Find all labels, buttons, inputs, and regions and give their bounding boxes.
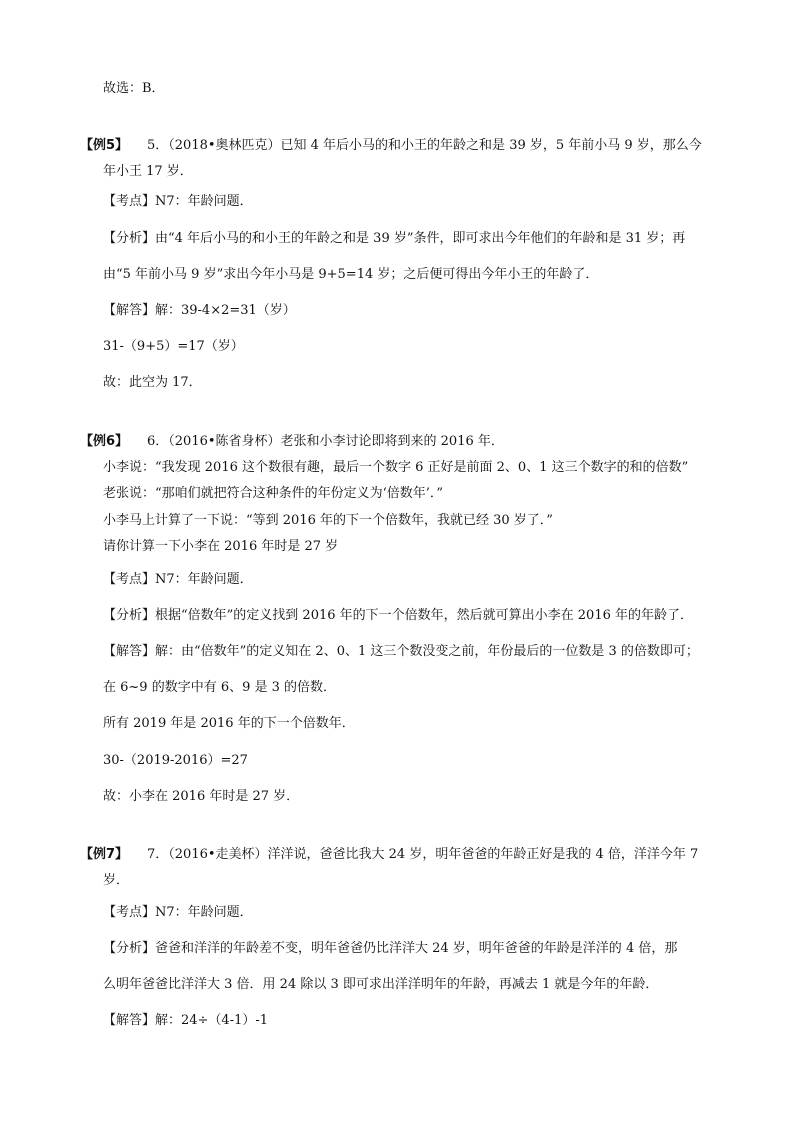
example-5-tag: 【例5】 xyxy=(80,138,129,153)
example-6-question-line-5: 请你计算一下小李在 2016 年时是 27 岁 xyxy=(103,539,339,554)
example-7-jieda-line-1: 【解答】解：24÷（4-1）-1 xyxy=(103,1013,269,1028)
example-5-question-line-2: 年小王 17 岁． xyxy=(103,164,193,179)
example-6-jieda-line-1: 【解答】解：由“倍数年”的定义知在 2、0、1 这三个数没变之前，年份最后的一位数是 3 的倍数即可； xyxy=(103,644,699,659)
example-5-jieda-line-1: 【解答】解：39-4×2=31（岁） xyxy=(103,303,296,318)
example-6-question-line-4: 小李马上计算了一下说：“等到 2016 年的下一个倍数年，我就已经 30 岁了．” xyxy=(103,513,553,528)
example-7-tag: 【例7】 xyxy=(80,847,129,862)
example-7-fenxi-line-2: 么明年爸爸比洋洋大 3 倍．用 24 除以 3 即可求出洋洋明年的年龄，再减去 1 就是今年的年龄． xyxy=(103,977,659,992)
example-5-fenxi-line-2: 由“5 年前小马 9 岁”求出今年小马是 9+5=14 岁；之后便可得出今年小王的年龄了． xyxy=(103,267,599,282)
example-6-jieda-line-5: 故：小李在 2016 年时是 27 岁． xyxy=(103,789,300,804)
example-6-question-line-2: 小李说：“我发现 2016 这个数很有趣，最后一个数字 6 正好是前面 2、0、1 这三个数字的和的倍数” xyxy=(103,460,689,475)
previous-answer: 故选：B． xyxy=(103,81,165,96)
example-5-fenxi-line-1: 【分析】由“4 年后小马的和小王的年龄之和是 39 岁”条件，即可求出今年他们的年龄和是 31 岁；再 xyxy=(103,231,686,246)
example-6-kaodian: 【考点】N7：年龄问题． xyxy=(103,572,253,587)
example-6-jieda-line-3: 所有 2019 年是 2016 年的下一个倍数年． xyxy=(103,716,355,731)
example-7-fenxi-line-1: 【分析】爸爸和洋洋的年龄差不变，明年爸爸仍比洋洋大 24 岁，明年爸爸的年龄是洋洋的 4 倍，那 xyxy=(103,941,678,956)
example-7-kaodian: 【考点】N7：年龄问题． xyxy=(103,905,253,920)
example-6-jieda-line-4: 30-（2019-2016）=27 xyxy=(103,753,248,768)
example-5-question-line-1: 5．（2018•奥林匹克）已知 4 年后小马的和小王的年龄之和是 39 岁，5 年前小马 9 岁，那么今 xyxy=(147,138,702,153)
example-5-jieda-line-2: 31-（9+5）=17（岁） xyxy=(103,339,244,354)
example-5-jieda-line-3: 故：此空为 17． xyxy=(103,375,202,390)
example-5-kaodian: 【考点】N7：年龄问题． xyxy=(103,194,253,209)
example-6-question-line-1: 6．（2016•陈省身杯）老张和小李讨论即将到来的 2016 年． xyxy=(147,434,504,449)
example-6-jieda-line-2: 在 6~9 的数字中有 6、9 是 3 的倍数． xyxy=(103,680,337,695)
example-7-question-line-2: 岁． xyxy=(103,873,130,888)
example-6-tag: 【例6】 xyxy=(80,434,129,449)
example-6-fenxi: 【分析】根据“倍数年”的定义找到 2016 年的下一个倍数年，然后就可算出小李在 2016 年的年龄了． xyxy=(103,608,693,623)
example-6-question-line-3: 老张说：“那咱们就把符合这种条件的年份定义为‘倍数年’．” xyxy=(103,486,444,501)
example-7-question-line-1: 7．（2016•走美杯）洋洋说，爸爸比我大 24 岁，明年爸爸的年龄正好是我的 4 倍，洋洋今年 7 xyxy=(147,847,699,862)
